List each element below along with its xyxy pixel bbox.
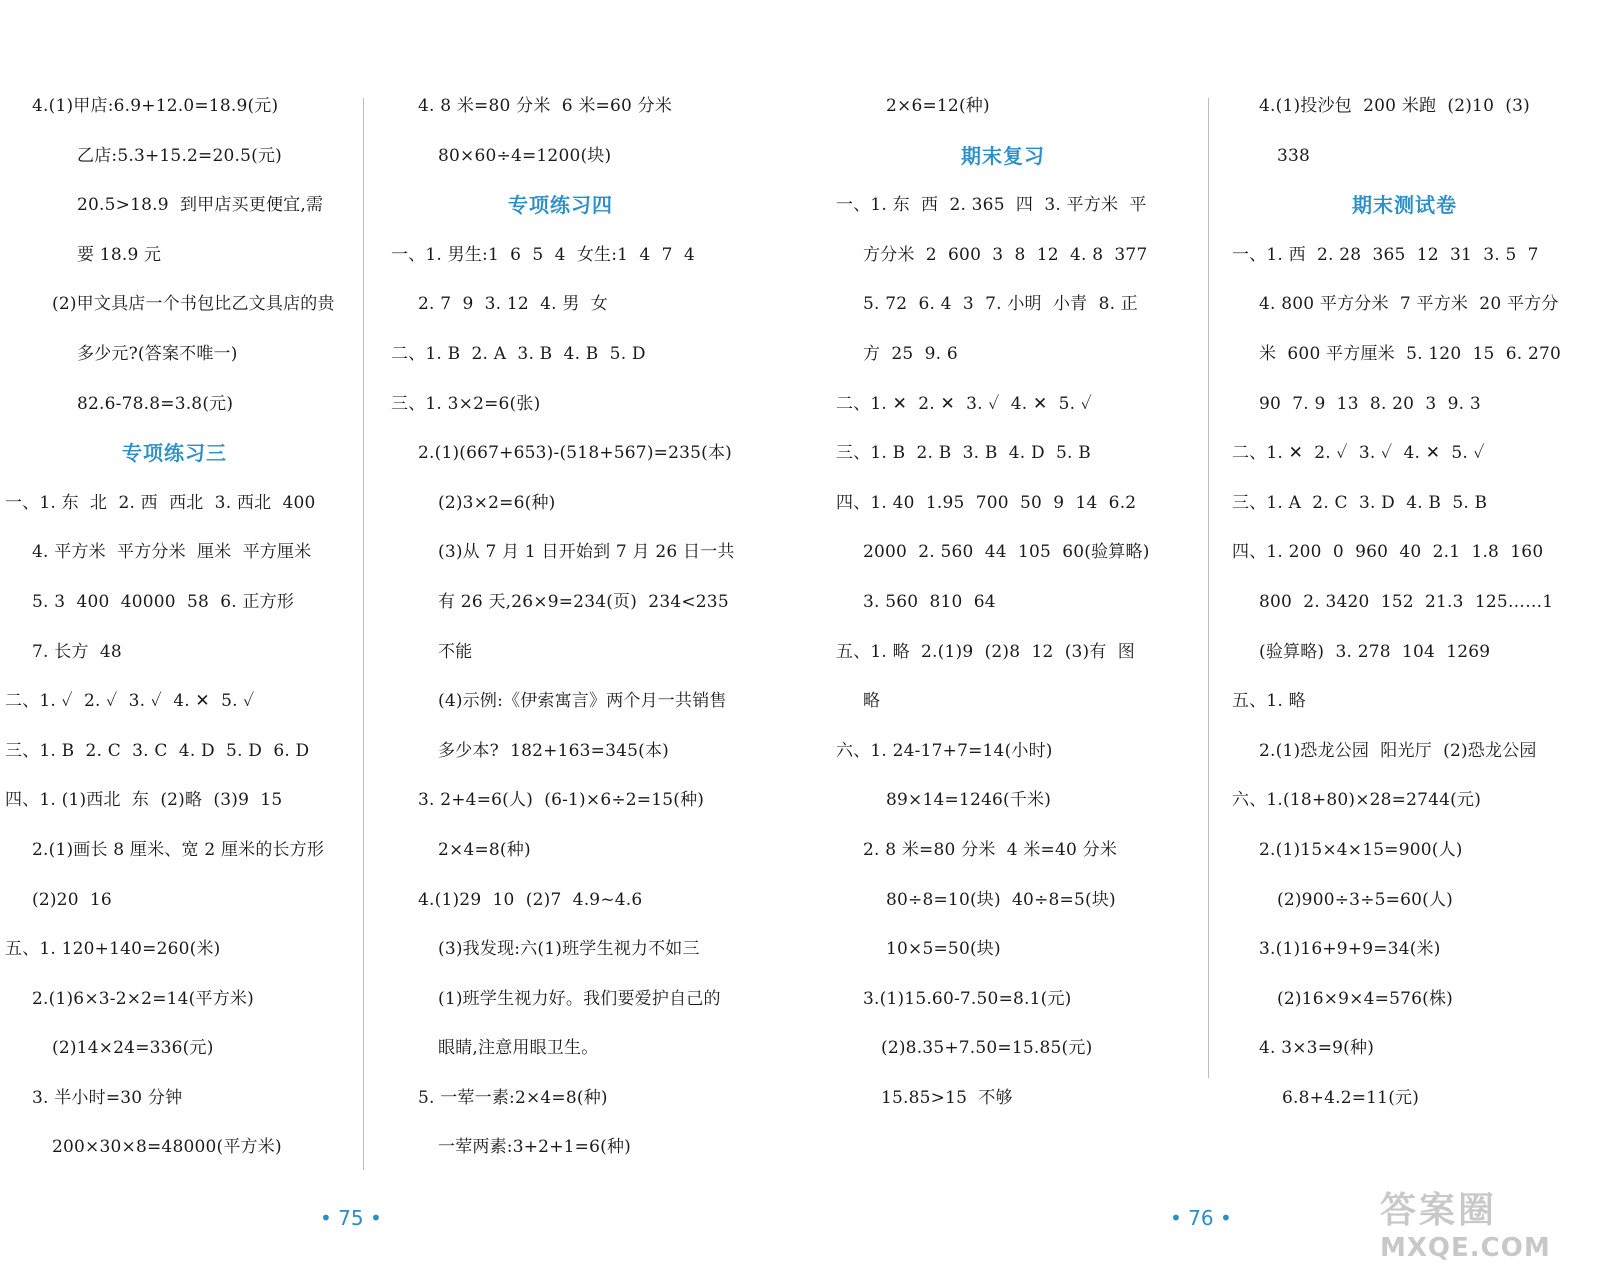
answer-line: 4. 3×3=9(种)	[1259, 1038, 1375, 1059]
answer-line: 一、1. 东 北 2. 西 西北 3. 西北 400	[5, 492, 316, 513]
answer-line: 5. 3 400 40000 58 6. 正方形	[32, 591, 295, 612]
section-title: 期末复习	[961, 143, 1045, 168]
watermark-url: MXQE.COM	[1380, 1233, 1551, 1263]
answer-line: (2)900÷3÷5=60(人)	[1277, 889, 1453, 910]
answer-line: 一、1. 男生:1 6 5 4 女生:1 4 7 4	[391, 244, 695, 265]
answer-line: 5. 72 6. 4 3 7. 小明 小青 8. 正	[863, 294, 1138, 315]
answer-line: 5. 一荤一素:2×4=8(种)	[418, 1087, 608, 1108]
answer-line: 六、1.(18+80)×28=2744(元)	[1232, 790, 1482, 811]
answer-line: (3)从 7 月 1 日开始到 7 月 26 日一共	[438, 542, 735, 563]
answer-line: 2.(1)画长 8 厘米、宽 2 厘米的长方形	[32, 839, 325, 860]
answer-line: 二、1. ✕ 2. ✕ 3. ✓ 4. ✕ 5. ✓	[836, 393, 1093, 414]
answer-line: (2)14×24=336(元)	[52, 1038, 214, 1059]
answer-line: 800 2. 3420 152 21.3 125……1	[1259, 591, 1554, 612]
answer-line: 多少元?(答案不唯一)	[77, 343, 238, 364]
answer-line: 有 26 天,26×9=234(页) 234<235	[438, 591, 729, 612]
answer-line: 3.(1)15.60-7.50=8.1(元)	[863, 988, 1072, 1009]
page-number-75: • 75 •	[320, 1206, 382, 1230]
answer-line: 90 7. 9 13 8. 20 3 9. 3	[1259, 393, 1481, 414]
answer-line: 2×4=8(种)	[438, 839, 531, 860]
answer-line: 四、1. (1)西北 东 (2)略 (3)9 15	[5, 790, 283, 811]
answer-line: 三、1. 3×2=6(张)	[391, 393, 541, 414]
answer-line: 2.(1)(667+653)-(518+567)=235(本)	[418, 443, 733, 464]
answer-line: 四、1. 200 0 960 40 2.1 1.8 160	[1232, 542, 1544, 563]
answer-line: 3. 2+4=6(人) (6-1)×6÷2=15(种)	[418, 790, 705, 811]
answer-line: 10×5=50(块)	[886, 939, 1001, 960]
answer-line: 4. 平方米 平方分米 厘米 平方厘米	[32, 542, 312, 563]
answer-line: 米 600 平方厘米 5. 120 15 6. 270	[1259, 343, 1562, 364]
answer-line: 六、1. 24-17+7=14(小时)	[836, 740, 1053, 761]
answer-line: 三、1. B 2. C 3. C 4. D 5. D 6. D	[5, 740, 310, 761]
answer-line: 五、1. 略 2.(1)9 (2)8 12 (3)有 图	[836, 641, 1135, 662]
answer-line: 80÷8=10(块) 40÷8=5(块)	[886, 889, 1116, 910]
watermark	[1380, 1190, 1580, 1275]
answer-line: 一荤两素:3+2+1=6(种)	[438, 1137, 631, 1158]
answer-line: 3. 半小时=30 分钟	[32, 1087, 183, 1108]
answer-line: 2. 8 米=80 分米 4 米=40 分米	[863, 839, 1118, 860]
answer-line: 2000 2. 560 44 105 60(验算略)	[863, 542, 1150, 563]
answer-line: 4. 8 米=80 分米 6 米=60 分米	[418, 96, 673, 116]
answer-line: 4.(1)29 10 (2)7 4.9~4.6	[418, 889, 643, 910]
answer-line: 五、1. 120+140=260(米)	[5, 939, 221, 960]
answer-line: 方分米 2 600 3 8 12 4. 8 377	[863, 244, 1148, 265]
answer-line: (2)20 16	[32, 889, 112, 910]
answer-line: (2)甲文具店一个书包比乙文具店的贵	[52, 294, 335, 315]
column-divider-left	[363, 98, 364, 1170]
column-page76-left	[836, 82, 1186, 1123]
answer-line: 二、1. B 2. A 3. B 4. B 5. D	[391, 343, 646, 364]
answer-line: 3. 560 810 64	[863, 591, 996, 612]
answer-line: 眼睛,注意用眼卫生。	[438, 1038, 599, 1059]
answer-line: 要 18.9 元	[77, 244, 162, 265]
answer-line: 五、1. 略	[1232, 691, 1306, 712]
answer-line: 20.5>18.9 到甲店买更便宜,需	[77, 195, 324, 216]
answer-line: 三、1. B 2. B 3. B 4. D 5. B	[836, 443, 1091, 464]
answer-line: 2×6=12(种)	[886, 96, 990, 116]
answer-line: (2)16×9×4=576(株)	[1277, 988, 1453, 1009]
answer-line: 3.(1)16+9+9=34(米)	[1259, 939, 1441, 960]
answer-line: (4)示例:《伊索寓言》两个月一共销售	[438, 691, 727, 712]
column-page75-right	[391, 82, 758, 1173]
answer-line: 一、1. 西 2. 28 365 12 31 3. 5 7	[1232, 244, 1539, 265]
answer-line: (1)班学生视力好。我们要爱护自己的	[438, 988, 721, 1009]
answer-line: 89×14=1246(千米)	[886, 790, 1052, 811]
answer-line: 7. 长方 48	[32, 641, 122, 662]
answer-line: (3)我发现:六(1)班学生视力不如三	[438, 939, 700, 960]
answer-line: 一、1. 东 西 2. 365 四 3. 平方米 平	[836, 195, 1147, 216]
answer-line: 方 25 9. 6	[863, 343, 958, 364]
answer-line: 三、1. A 2. C 3. D 4. B 5. B	[1232, 492, 1488, 513]
answer-line: 4.(1)甲店:6.9+12.0=18.9(元)	[32, 96, 279, 116]
answer-line: (2)8.35+7.50=15.85(元)	[881, 1038, 1093, 1059]
answer-line: 15.85>15 不够	[881, 1087, 1013, 1108]
answer-line: 80×60÷4=1200(块)	[438, 145, 612, 166]
answer-line: 多少本? 182+163=345(本)	[438, 740, 670, 761]
answer-line: 82.6-78.8=3.8(元)	[77, 393, 234, 414]
column-page75-left	[5, 82, 352, 1173]
answer-line: 4. 800 平方分米 7 平方米 20 平方分	[1259, 294, 1559, 315]
answer-line: 6.8+4.2=11(元)	[1282, 1087, 1420, 1108]
answer-line: 二、1. ✕ 2. ✓ 3. ✓ 4. ✕ 5. ✓	[1232, 443, 1485, 464]
section-title: 期末测试卷	[1352, 193, 1457, 218]
answer-line: 2.(1)15×4×15=900(人)	[1259, 839, 1463, 860]
answer-line: 四、1. 40 1.95 700 50 9 14 6.2	[836, 492, 1137, 513]
answer-line: (验算略) 3. 278 104 1269	[1259, 641, 1491, 662]
section-title: 专项练习三	[122, 441, 227, 466]
answer-line: 2. 7 9 3. 12 4. 男 女	[418, 294, 608, 315]
column-page76-right	[1232, 82, 1587, 1123]
answer-line: 338	[1277, 145, 1311, 166]
answer-line: 2.(1)6×3-2×2=14(平方米)	[32, 988, 254, 1009]
watermark-logo-text: 答案圈	[1380, 1190, 1498, 1231]
answer-line: 4.(1)投沙包 200 米跑 (2)10 (3)	[1259, 96, 1530, 116]
page-number-76: • 76 •	[1170, 1206, 1232, 1230]
answer-line: 略	[863, 691, 881, 712]
answer-line: 二、1. ✓ 2. ✓ 3. ✓ 4. ✕ 5. ✓	[5, 691, 255, 712]
answer-line: 200×30×8=48000(平方米)	[52, 1137, 282, 1158]
answer-line: (2)3×2=6(种)	[438, 492, 556, 513]
answer-line: 不能	[438, 641, 473, 662]
answer-line: 2.(1)恐龙公园 阳光厅 (2)恐龙公园	[1259, 740, 1537, 761]
section-title: 专项练习四	[508, 193, 613, 218]
answer-line: 乙店:5.3+15.2=20.5(元)	[77, 145, 283, 166]
